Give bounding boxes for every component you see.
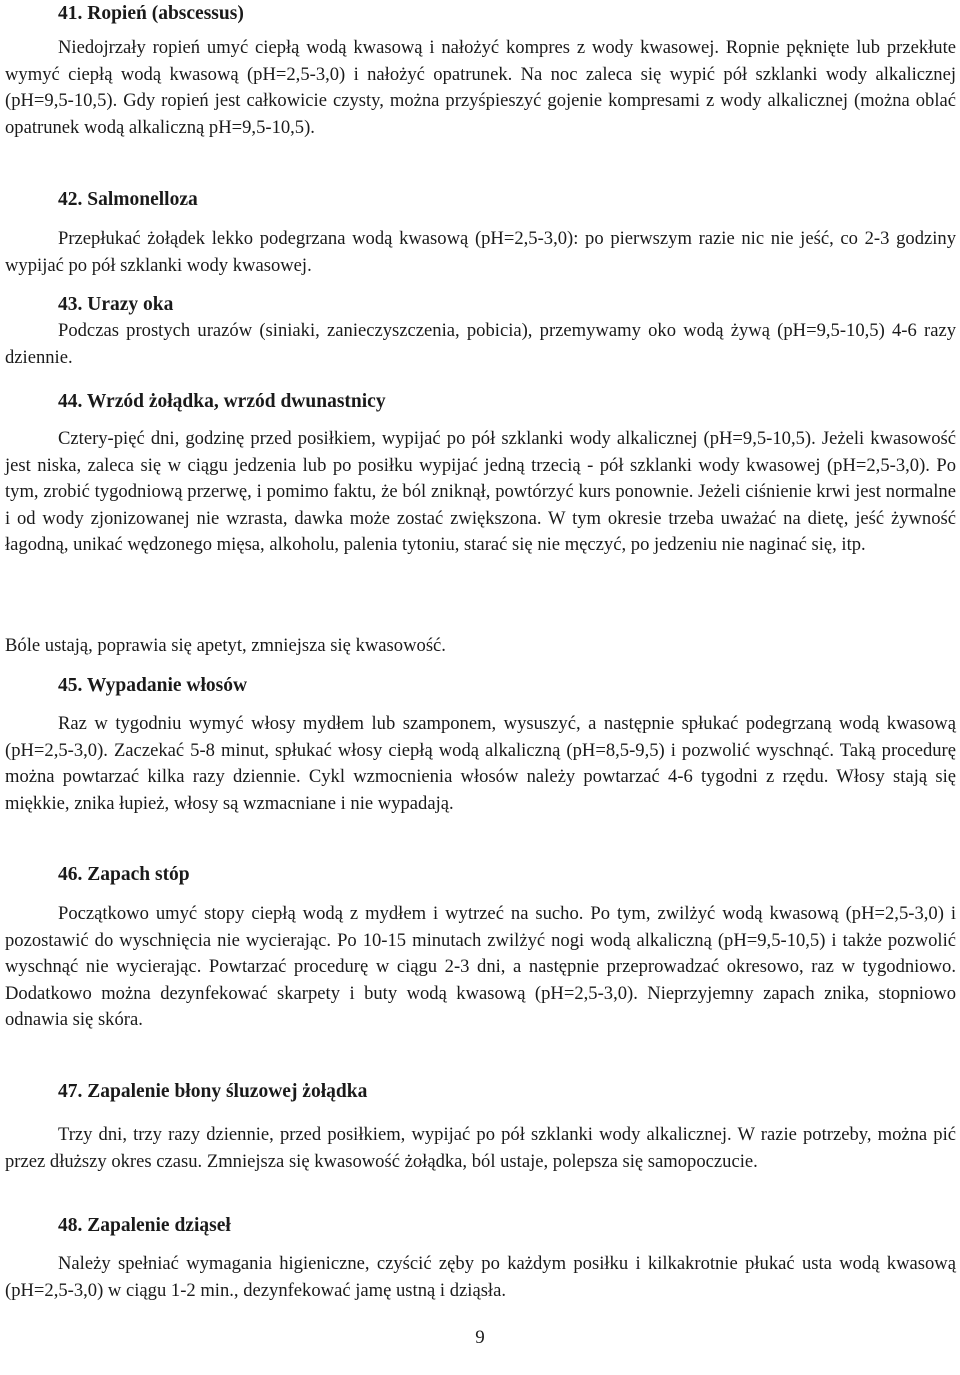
- section-paragraph-46: Początkowo umyć stopy ciepłą wodą z mydłem i wytrzeć na sucho. Po tym, zwilżyć wodą kwasową (pH=2,5-3,0) i pozostawić do wyschnięcia nie wycierając. Po 10-15 minutach zwilżyć nogi wodą alkaliczną (pH=9,5-10,5) i także pozwolić wyschnąć nie wycierając. Powtarzać procedurę w ciągu 2-3 dni, a następnie przeprowadzać okresowo, raz w tygodniowo. Dodatkowo można dezynfekować skarpety i buty wodą kwasową (pH=2,5-3,0). Nieprzyjemny zapach znika, stopniowo odnawia się skóra.: [5, 903, 956, 1031]
- section-heading-48: 48. Zapalenie dziąseł: [58, 1215, 231, 1236]
- section-heading-47: 47. Zapalenie błony śluzowej żołądka: [58, 1081, 368, 1102]
- section-paragraph-47: Trzy dni, trzy razy dziennie, przed posiłkiem, wypijać po pół szklanki wody alkalicznej. W razie potrzeby, można pić przez dłuższy okres czasu. Zmniejsza się kwasowość żołądka, ból ustaje, polepsza się samopoczucie.: [5, 1124, 956, 1172]
- section-heading-45: 45. Wypadanie włosów: [58, 675, 248, 696]
- section-paragraph-48: Należy spełniać wymagania higieniczne, czyścić zęby po każdym posiłku i kilkakrotnie płukać usta wodą kwasową (pH=2,5-3,0) w ciągu 1-2 min., dezynfekować jamę ustną i dziąsła.: [5, 1253, 956, 1301]
- section-paragraph-44: Cztery-pięć dni, godzinę przed posiłkiem, wypijać po pół szklanki wody alkalicznej (pH=9,5-10,5). Jeżeli kwasowość jest niska, zaleca się w ciągu jedzenia lub po posiłku wypijać jedną trzecią - pół szklanki wody kwasowej (pH=2,5-3,0). Po tym, zrobić tygodniową przerwę, i pomimo faktu, że ból zniknął, powtórzyć kurs ponownie. Jeżeli ciśnienie krwi jest normalne i od wody zjonizowanej nie wzrasta, dawka może zostać zwiększona. W tym okresie trzeba uważać na dietę, jeść żywność łagodną, unikać wędzonego mięsa, alkoholu, palenia tytoniu, starać się nie męczyć, po jedzeniu nie naginać się, itp.: [5, 428, 956, 556]
- section-heading-46: 46. Zapach stóp: [58, 864, 190, 885]
- page-number: 9: [475, 1327, 485, 1348]
- section-paragraph-45: Raz w tygodniu wymyć włosy mydłem lub szamponem, wysuszyć, a następnie spłukać podegrzaną wodą kwasową (pH=2,5-3,0). Zaczekać 5-8 minut, spłukać włosy ciepłą wodą alkaliczną (pH=8,5-9,5) i pozwolić wyschnąć. Taką procedurę można powtarzać kilka razy dziennie. Cykl wzmocnienia włosów należy powtarzać 4-6 tygodni z rzędu. Włosy stają się miękkie, znika łupież, włosy są wzmacniane i nie wypadają.: [5, 713, 956, 814]
- section-paragraph-43: Podczas prostych urazów (siniaki, zanieczyszczenia, pobicia), przemywamy oko wodą żywą (pH=9,5-10,5) 4-6 razy dziennie.: [5, 320, 956, 368]
- section-heading-44: 44. Wrzód żołądka, wrzód dwunastnicy: [58, 391, 386, 412]
- section-paragraph-41: Niedojrzały ropień umyć ciepłą wodą kwasową i nałożyć kompres z wody kwasowej. Ropnie pęknięte lub przekłute wymyć ciepłą wodą kwasową (pH=2,5-3,0) i nałożyć opatrunek. Na noc zaleca się wypić pół szklanki wody alkalicznej (pH=9,5-10,5). Gdy ropień jest całkowicie czysty, można przyśpieszyć gojenie kompresami z wody alkalicznej (można oblać opatrunek wodą alkaliczną pH=9,5-10,5).: [5, 37, 956, 138]
- section-paragraph-42: Przepłukać żołądek lekko podegrzana wodą kwasową (pH=2,5-3,0): po pierwszym razie nic nie jeść, co 2-3 godziny wypijać po pół szklanki wody kwasowej.: [5, 228, 956, 276]
- section-heading-42: 42. Salmonelloza: [58, 189, 198, 210]
- section-heading-43: 43. Urazy oka: [58, 294, 174, 315]
- section-paragraph-44-summary: Bóle ustają, poprawia się apetyt, zmniejsza się kwasowość.: [5, 635, 446, 656]
- section-heading-41: 41. Ropień (abscessus): [58, 3, 244, 24]
